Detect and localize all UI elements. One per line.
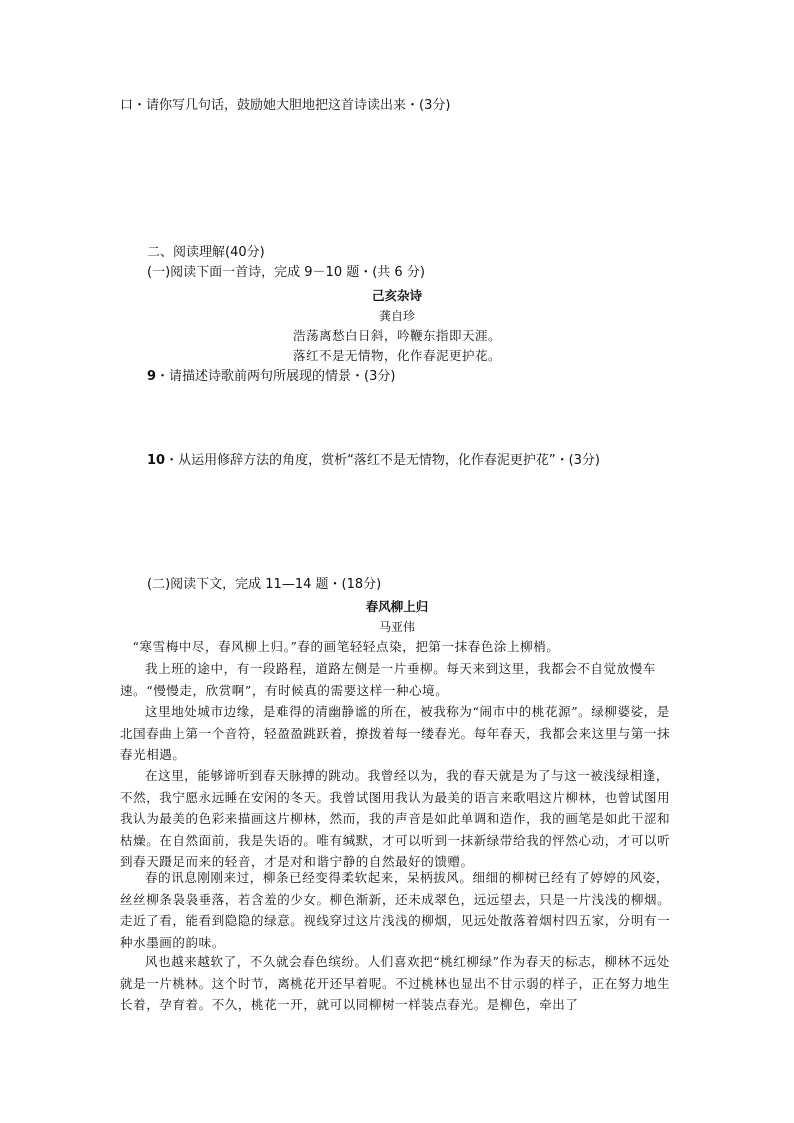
poem-line-1: 浩荡离愁白日斜，吟鞭东指即天涯。 [292,328,501,343]
article-paragraph: 我上班的途中，有一段路程，道路左侧是一片垂柳。每天来到这里，我都会不自觉放慢车速。“慢慢走，欣赏啊”，有时候真的需要这样一种心境。 [120,661,656,698]
article-paragraph: 这里地处城市边缘，是难得的清幽静谧的所在，被我称为“闹市中的桃花源”。绿柳婆娑，是北国春曲上第一个音符，轻盈盈跳跃着，撩拨着每一缕春光。每年春天，我都会来这里与第一抹春光相遇。 [120,704,671,762]
poem-author: 龚自珍 [378,309,415,323]
article-paragraph: 在这里，能够谛听到春天脉搏的跳动。我曾经以为，我的春天就是为了与这一被浅绿相逢，不然，我宁愿永远睡在安闲的冬天。我曾试图用我认为最美的语言来歌唱这片柳林，也曾试图用我认为最美的色彩来描画这片柳林，然而，我的声音是如此单调和造作，我的画笔是如此干涩和枯燥。在自然面前，我是失语的。唯有缄默，才可以听到一抹新绿带给我的怦然心动，才可以听到春天蹑足而来的轻音，才是对和谐宁静的自然最好的馈赠。 [120,768,671,869]
part2-instruction: (二)阅读下文，完成 11—14 题・(18分) [147,577,382,592]
part1-instruction: (一)阅读下面一首诗，完成 9－10 题・(共 6 分) [147,265,425,280]
article-title: 春风柳上归 [365,599,429,614]
question-10 [147,452,600,470]
question-9-text: ・请描述诗歌前两句所展现的情景・(3分) [156,369,396,384]
section-heading: 二、阅读理解(40分) [147,245,265,260]
question-10-text: ・从运用修辞方法的角度，赏析“落红不是无情物，化作春泥更护花”・(3分) [165,453,600,468]
question-8-tail: 口・请你写几句话，鼓励她大胆地把这首诗读出来・(3分) [120,98,451,113]
question-9 [147,368,395,386]
article-paragraph: 风也越来越软了，不久就会春色缤纷。人们喜欢把“桃红柳绿”作为春天的标志，柳林不远处就是一片桃林。这个时节，离桃花开还早着呢。不过桃林也显出不甘示弱的样子，正在努力地生长着，孕育着。不久，桃花一开，就可以同柳树一样装点春光。是柳色，牵出了 [120,954,671,1012]
article-paragraph: “寒雪梅中尽，春风柳上归。”春的画笔轻轻点染，把第一抹春色涂上柳梢。 [132,639,560,654]
article-paragraph: 春的讯息刚刚来过，柳条已经变得柔软起来，呆柄拔风。细细的柳树已经有了婷婷的风姿，丝丝柳条袅袅垂落，若含羞的少女。柳色渐新，还未成翠色，远远望去，只是一片浅浅的柳烟。走近了看，能看到隐隐的绿意。视线穿过这片浅浅的柳烟，见远处散落着烟村四五家，分明有一种水墨画的韵味。 [120,870,671,950]
question-10-number: 10 [147,453,166,468]
poem-title: 己亥杂诗 [371,288,422,303]
article-author: 马亚伟 [378,620,415,634]
question-9-number: 9 [147,369,157,384]
poem-line-2: 落红不是无情物，化作春泥更护花。 [292,348,501,363]
